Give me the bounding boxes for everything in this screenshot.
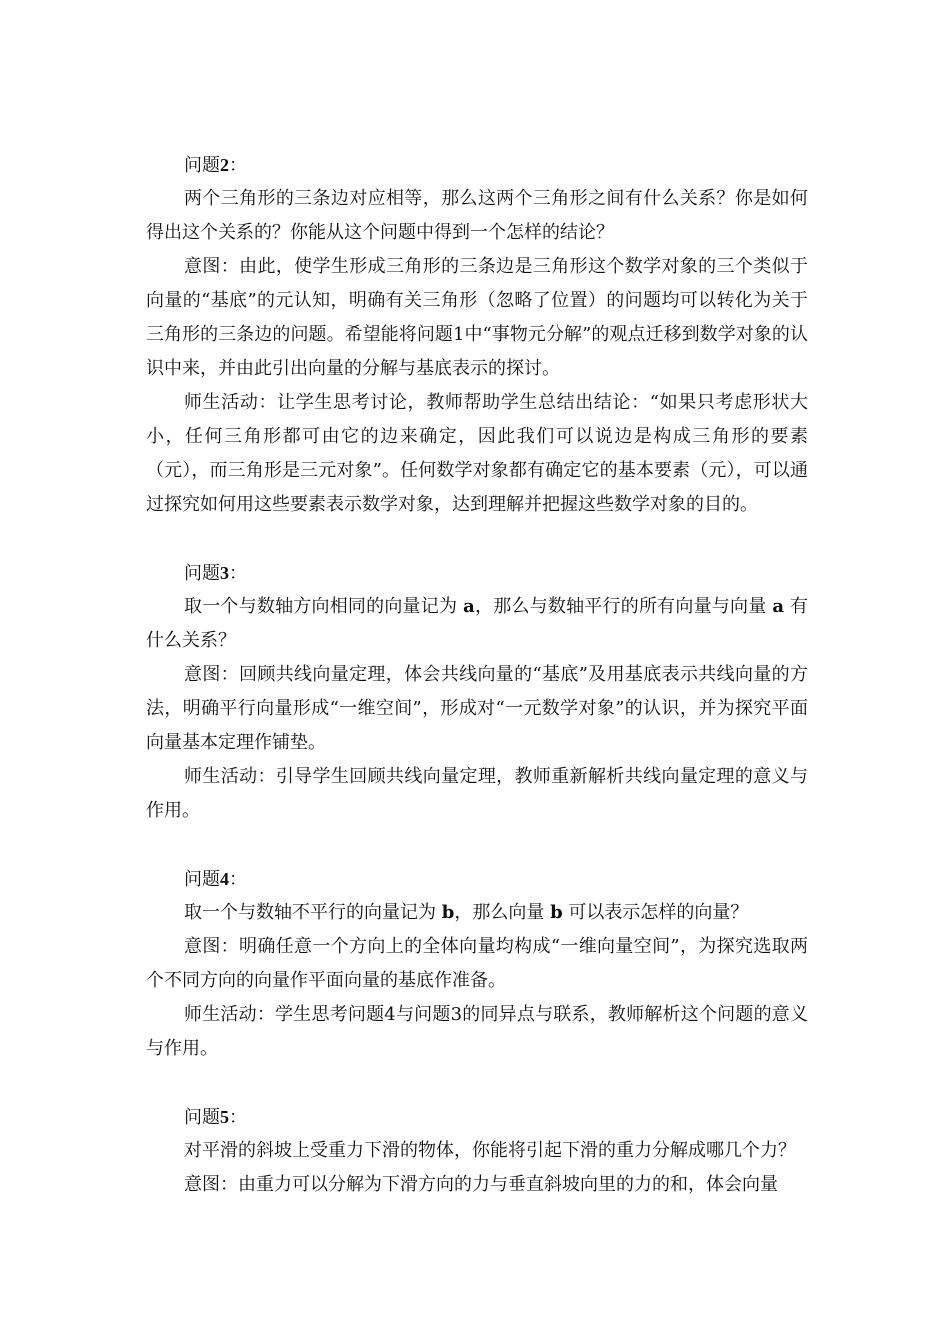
heading-colon: ： — [229, 1107, 247, 1128]
question-3-text-part: 有什么关系？ — [146, 596, 808, 651]
question-2-section — [146, 148, 808, 522]
question-3-heading — [146, 556, 808, 590]
heading-label: 问题 — [184, 155, 220, 176]
question-4-activity: 师生活动：学生思考问题4与问题3的同异点与联系，教师解析这个问题的意义与作用。 — [146, 1004, 808, 1059]
heading-number: 3 — [220, 563, 229, 583]
heading-label: 问题 — [184, 563, 220, 584]
question-4-heading — [146, 862, 808, 896]
question-2-activity: 师生活动：让学生思考讨论，教师帮助学生总结出结论：“如果只考虑形状大小，任何三角形都可由它的边来确定，因此我们可以说边是构成三角形的要素（元），而三角形是三元对象”。任何数学对象都有确定它的基本要素（元），可以通过探究如何用这些要素表示数学对象，达到理解并把握这些数学对象的目的。 — [146, 392, 808, 515]
question-3-text-part: ，那么与数轴平行的所有向量与向量 — [474, 596, 773, 617]
vector-a-symbol: a — [463, 596, 475, 617]
question-4-text-part: ，那么向量 — [454, 902, 551, 923]
question-5-section — [146, 1100, 808, 1202]
question-5-heading — [146, 1100, 808, 1134]
question-5-text: 对平滑的斜坡上受重力下滑的物体，你能将引起下滑的重力分解成哪几个力？ — [184, 1140, 796, 1161]
heading-number: 2 — [220, 155, 229, 175]
heading-label: 问题 — [184, 1107, 220, 1128]
vector-b-symbol: b — [550, 902, 563, 923]
question-4-text — [146, 896, 808, 930]
question-4-section — [146, 862, 808, 1066]
heading-colon: ： — [229, 155, 247, 176]
question-3-text-part: 取一个与数轴方向相同的向量记为 — [184, 596, 464, 617]
vector-b-symbol: b — [441, 902, 455, 923]
heading-label: 问题 — [184, 869, 220, 890]
heading-colon: ： — [229, 869, 247, 890]
question-4-intent: 意图：明确任意一个方向上的全体向量均构成“一维向量空间”，为探究选取两个不同方向的向量作平面向量的基底作准备。 — [146, 936, 808, 991]
question-2-intent: 意图：由此，使学生形成三角形的三条边是三角形这个数学对象的三个类似于向量的“基底”的元认知，明确有关三角形（忽略了位置）的问题均可以转化为关于三角形的三条边的问题。希望能将问题1中“事物元分解”的观点迁移到数学对象的认识中来，并由此引出向量的分解与基底表示的探讨。 — [146, 256, 808, 379]
question-5-intent: 意图：由重力可以分解为下滑方向的力与垂直斜坡向里的力的和，体会向量 — [184, 1174, 778, 1195]
question-3-section — [146, 556, 808, 828]
question-4-text-part: 可以表示怎样的向量？ — [562, 902, 749, 923]
heading-number: 4 — [220, 869, 229, 889]
question-2-text: 两个三角形的三条边对应相等，那么这两个三角形之间有什么关系？你是如何得出这个关系的？你能从这个问题中得到一个怎样的结论？ — [146, 188, 808, 243]
question-2-heading — [146, 148, 808, 182]
vector-a-symbol: a — [772, 596, 785, 617]
heading-colon: ： — [229, 563, 247, 584]
question-3-intent: 意图：回顾共线向量定理，体会共线向量的“基底”及用基底表示共线向量的方法，明确平行向量形成“一维空间”，形成对“一元数学对象”的认识，并为探究平面向量基本定理作铺垫。 — [146, 664, 808, 753]
question-4-text-part: 取一个与数轴不平行的向量记为 — [184, 902, 442, 923]
heading-number: 5 — [220, 1107, 229, 1127]
question-3-text — [146, 590, 808, 658]
question-3-activity: 师生活动：引导学生回顾共线向量定理，教师重新解析共线向量定理的意义与作用。 — [146, 766, 808, 821]
document-body — [146, 148, 808, 1202]
